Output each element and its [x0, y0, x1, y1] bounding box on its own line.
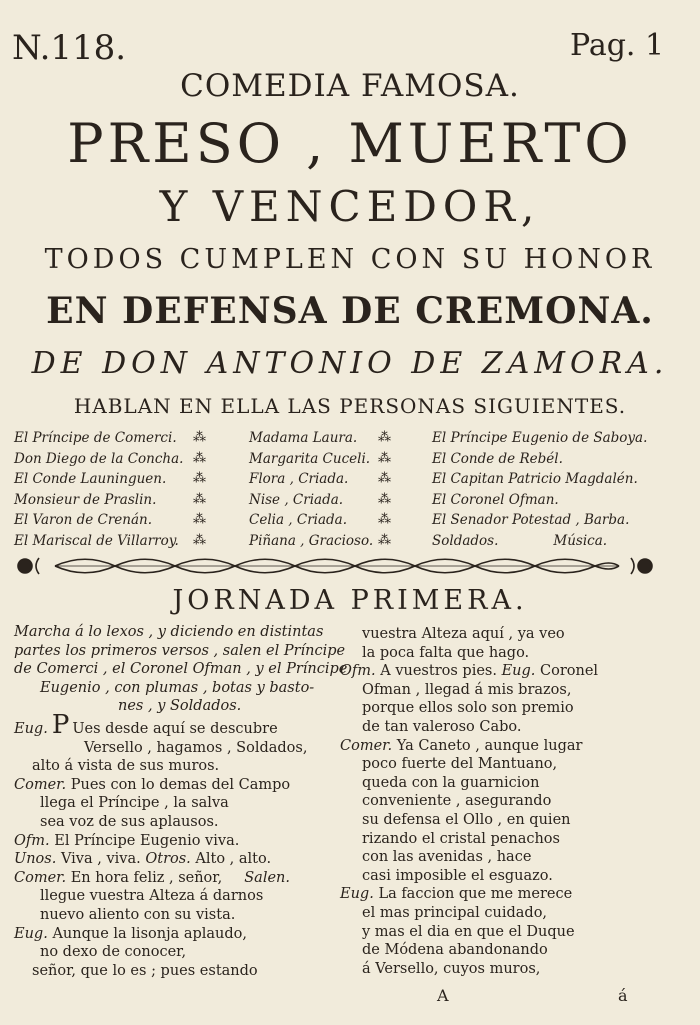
left-text-column: [14, 623, 348, 980]
verse-line: Ofman , llegad á mis brazos,: [362, 681, 572, 698]
cast-item: El Varon de Crenán.: [14, 512, 153, 528]
verse-line: [14, 925, 334, 944]
signature-mark: A: [437, 986, 449, 1005]
verse-line: su defensa el Ollo , en quien: [362, 811, 571, 828]
verse-line: [14, 709, 334, 740]
cast-item: Monsieur de Praslin.: [14, 491, 157, 508]
verse-text: Aunque la lisonja aplaudo,: [52, 925, 247, 942]
asterism-column-2: [378, 428, 391, 551]
asterism-icon: ⁂: [378, 450, 391, 466]
asterism-icon: ⁂: [193, 491, 206, 507]
cast-item: Celia , Criada.: [249, 512, 348, 528]
catchword: á: [618, 986, 628, 1005]
asterism-icon: ⁂: [193, 430, 206, 445]
cast-item: El Coronel Ofman.: [432, 491, 559, 508]
cast-heading: HABLAN EN ELLA LAS PERSONAS SIGUIENTES.: [73, 394, 627, 418]
cast-column-3: [432, 428, 647, 551]
speaker-label: Unos.: [14, 851, 57, 868]
verse-line: Versello , hagamos , Soldados,: [84, 739, 308, 756]
asterism-icon: ⁂: [193, 471, 206, 486]
verse-line: vuestra Alteza aquí , ya veo: [362, 626, 565, 642]
verse-text: Pues con lo demas del Campo: [70, 776, 291, 793]
speaker-label: Comer.: [14, 776, 67, 793]
comedia-label: COMEDIA FAMOSA.: [180, 68, 520, 104]
verse-line: llega el Príncipe , la salva: [40, 795, 229, 812]
asterism-icon: ⁂: [193, 532, 206, 548]
verse-line: [14, 776, 334, 795]
verse-line: la poca falta que hago.: [362, 644, 530, 661]
play-number: N.118.: [12, 28, 127, 68]
verse-line: alto á vista de sus muros.: [32, 758, 220, 775]
verse-text: Alto , alto.: [195, 851, 272, 868]
speaker-label: Eug.: [14, 925, 48, 942]
verse-line: llegue vuestra Alteza á darnos: [40, 888, 264, 905]
verse-line: [14, 832, 334, 851]
verse-line: y mas el dia en que el Duque: [362, 923, 575, 940]
speaker-label: Eug.: [14, 720, 48, 737]
asterism-icon: ⁂: [378, 491, 391, 507]
stage-direction-line: partes los primeros versos , salen el Príncipe: [14, 642, 346, 659]
verse-text: Viva , viva.: [60, 851, 141, 868]
verse-line: queda con la guarnicion: [362, 774, 540, 791]
verse-line: rizando el cristal penachos: [362, 830, 560, 847]
verse-line: poco fuerte del Mantuano,: [362, 756, 558, 773]
verse-line: de Módena abandonando: [362, 942, 548, 959]
speaker-label: Comer.: [340, 737, 393, 754]
asterism-icon: ⁂: [378, 532, 391, 548]
verse-line: [340, 885, 690, 904]
cast-item: [432, 531, 647, 552]
asterism-icon: ⁂: [378, 430, 391, 445]
stage-direction-line: Marcha á lo lexos , y diciendo en distintas: [14, 624, 324, 640]
title-line-3: TODOS CUMPLEN CON SU HONOR: [44, 244, 656, 275]
stage-direction: Salen.: [244, 869, 290, 886]
cast-column-2: [249, 428, 373, 551]
cast-item-soldados: Soldados.: [432, 532, 499, 549]
title-line-4: EN DEFENSA DE CREMONA.: [46, 290, 654, 332]
cast-item: El Príncipe de Comerci.: [14, 430, 177, 446]
speaker-label: Ofm.: [14, 832, 50, 849]
speaker-label: Eug.: [501, 663, 536, 680]
cast-item: Flora , Criada.: [249, 471, 349, 487]
cast-item: El Senador Potestad , Barba.: [432, 512, 630, 528]
cast-item: Madama Laura.: [249, 430, 358, 446]
title-line-2: Y VENCEDOR,: [159, 182, 541, 231]
verse-text: Ues desde aquí se descubre: [72, 720, 278, 737]
verse-text: A vuestros pies.: [380, 663, 497, 680]
asterism-icon: ⁂: [193, 512, 206, 527]
asterism-icon: ⁂: [378, 471, 391, 486]
cast-item: Don Diego de la Concha.: [14, 450, 184, 467]
stage-direction-line: nes , y Soldados.: [118, 698, 242, 715]
speaker-label: Eug.: [340, 886, 374, 903]
right-text-column: [340, 625, 690, 978]
verse-line: señor, que lo es ; pues estando: [32, 962, 258, 979]
verse-text: La faccion que me merece: [378, 886, 573, 903]
drop-cap: P: [51, 709, 70, 740]
act-heading: JORNADA PRIMERA.: [172, 585, 528, 616]
verse-line: conveniente , asegurando: [362, 793, 552, 810]
title-line-1: PRESO , MUERTO: [67, 112, 633, 175]
cast-item: El Conde Launinguen.: [14, 471, 167, 487]
verse-line: [14, 869, 334, 888]
verse-line: [340, 737, 690, 756]
verse-line: [340, 662, 690, 681]
verse-line: el mas principal cuidado,: [362, 904, 548, 921]
author-line: DE DON ANTONIO DE ZAMORA.: [31, 346, 669, 381]
cast-item: Piñana , Gracioso.: [249, 532, 374, 549]
stage-direction-line: de Comerci , el Coronel Ofman , y el Príncipe: [14, 661, 348, 678]
stage-direction-line: Eugenio , con plumas , botas y basto-: [40, 679, 315, 696]
cast-item-musica: Música.: [553, 532, 608, 549]
asterism-column-1: [193, 428, 206, 551]
asterism-icon: ⁂: [193, 450, 206, 466]
verse-text: Ya Caneto , aunque lugar: [396, 737, 583, 754]
cast-item: El Capitan Patricio Magdalén.: [432, 471, 638, 487]
speaker-label: Ofm.: [340, 663, 376, 680]
verse-line: con las avenidas , hace: [362, 849, 532, 866]
verse-text: En hora feliz , señor,: [70, 869, 223, 886]
ornamental-divider: [15, 555, 655, 577]
cast-item: El Príncipe Eugenio de Saboya.: [432, 430, 648, 446]
verse-text: Coronel: [540, 663, 599, 680]
verse-line: de tan valeroso Cabo.: [362, 718, 522, 735]
verse-line: casi imposible el esguazo.: [362, 867, 553, 884]
verse-line: nuevo aliento con su vista.: [40, 906, 236, 923]
speaker-label: Otros.: [145, 851, 191, 868]
cast-item: El Mariscal de Villarroy.: [14, 532, 179, 549]
verse-line: no dexo de conocer,: [40, 944, 187, 961]
page-number: Pag. 1: [570, 28, 665, 63]
verse-line: á Versello, cuyos muros,: [362, 960, 541, 977]
cast-item: El Conde de Rebél.: [432, 450, 563, 467]
verse-line: porque ellos solo son premio: [362, 700, 574, 717]
verse-line: [14, 850, 334, 869]
cast-column-1: [14, 428, 183, 551]
speaker-label: Comer.: [14, 869, 67, 886]
cast-item: Margarita Cuceli.: [249, 450, 371, 467]
verse-text: El Príncipe Eugenio viva.: [54, 832, 240, 849]
cast-item: Nise , Criada.: [249, 491, 344, 508]
asterism-icon: ⁂: [378, 512, 391, 527]
verse-line: sea voz de sus aplausos.: [40, 813, 219, 830]
